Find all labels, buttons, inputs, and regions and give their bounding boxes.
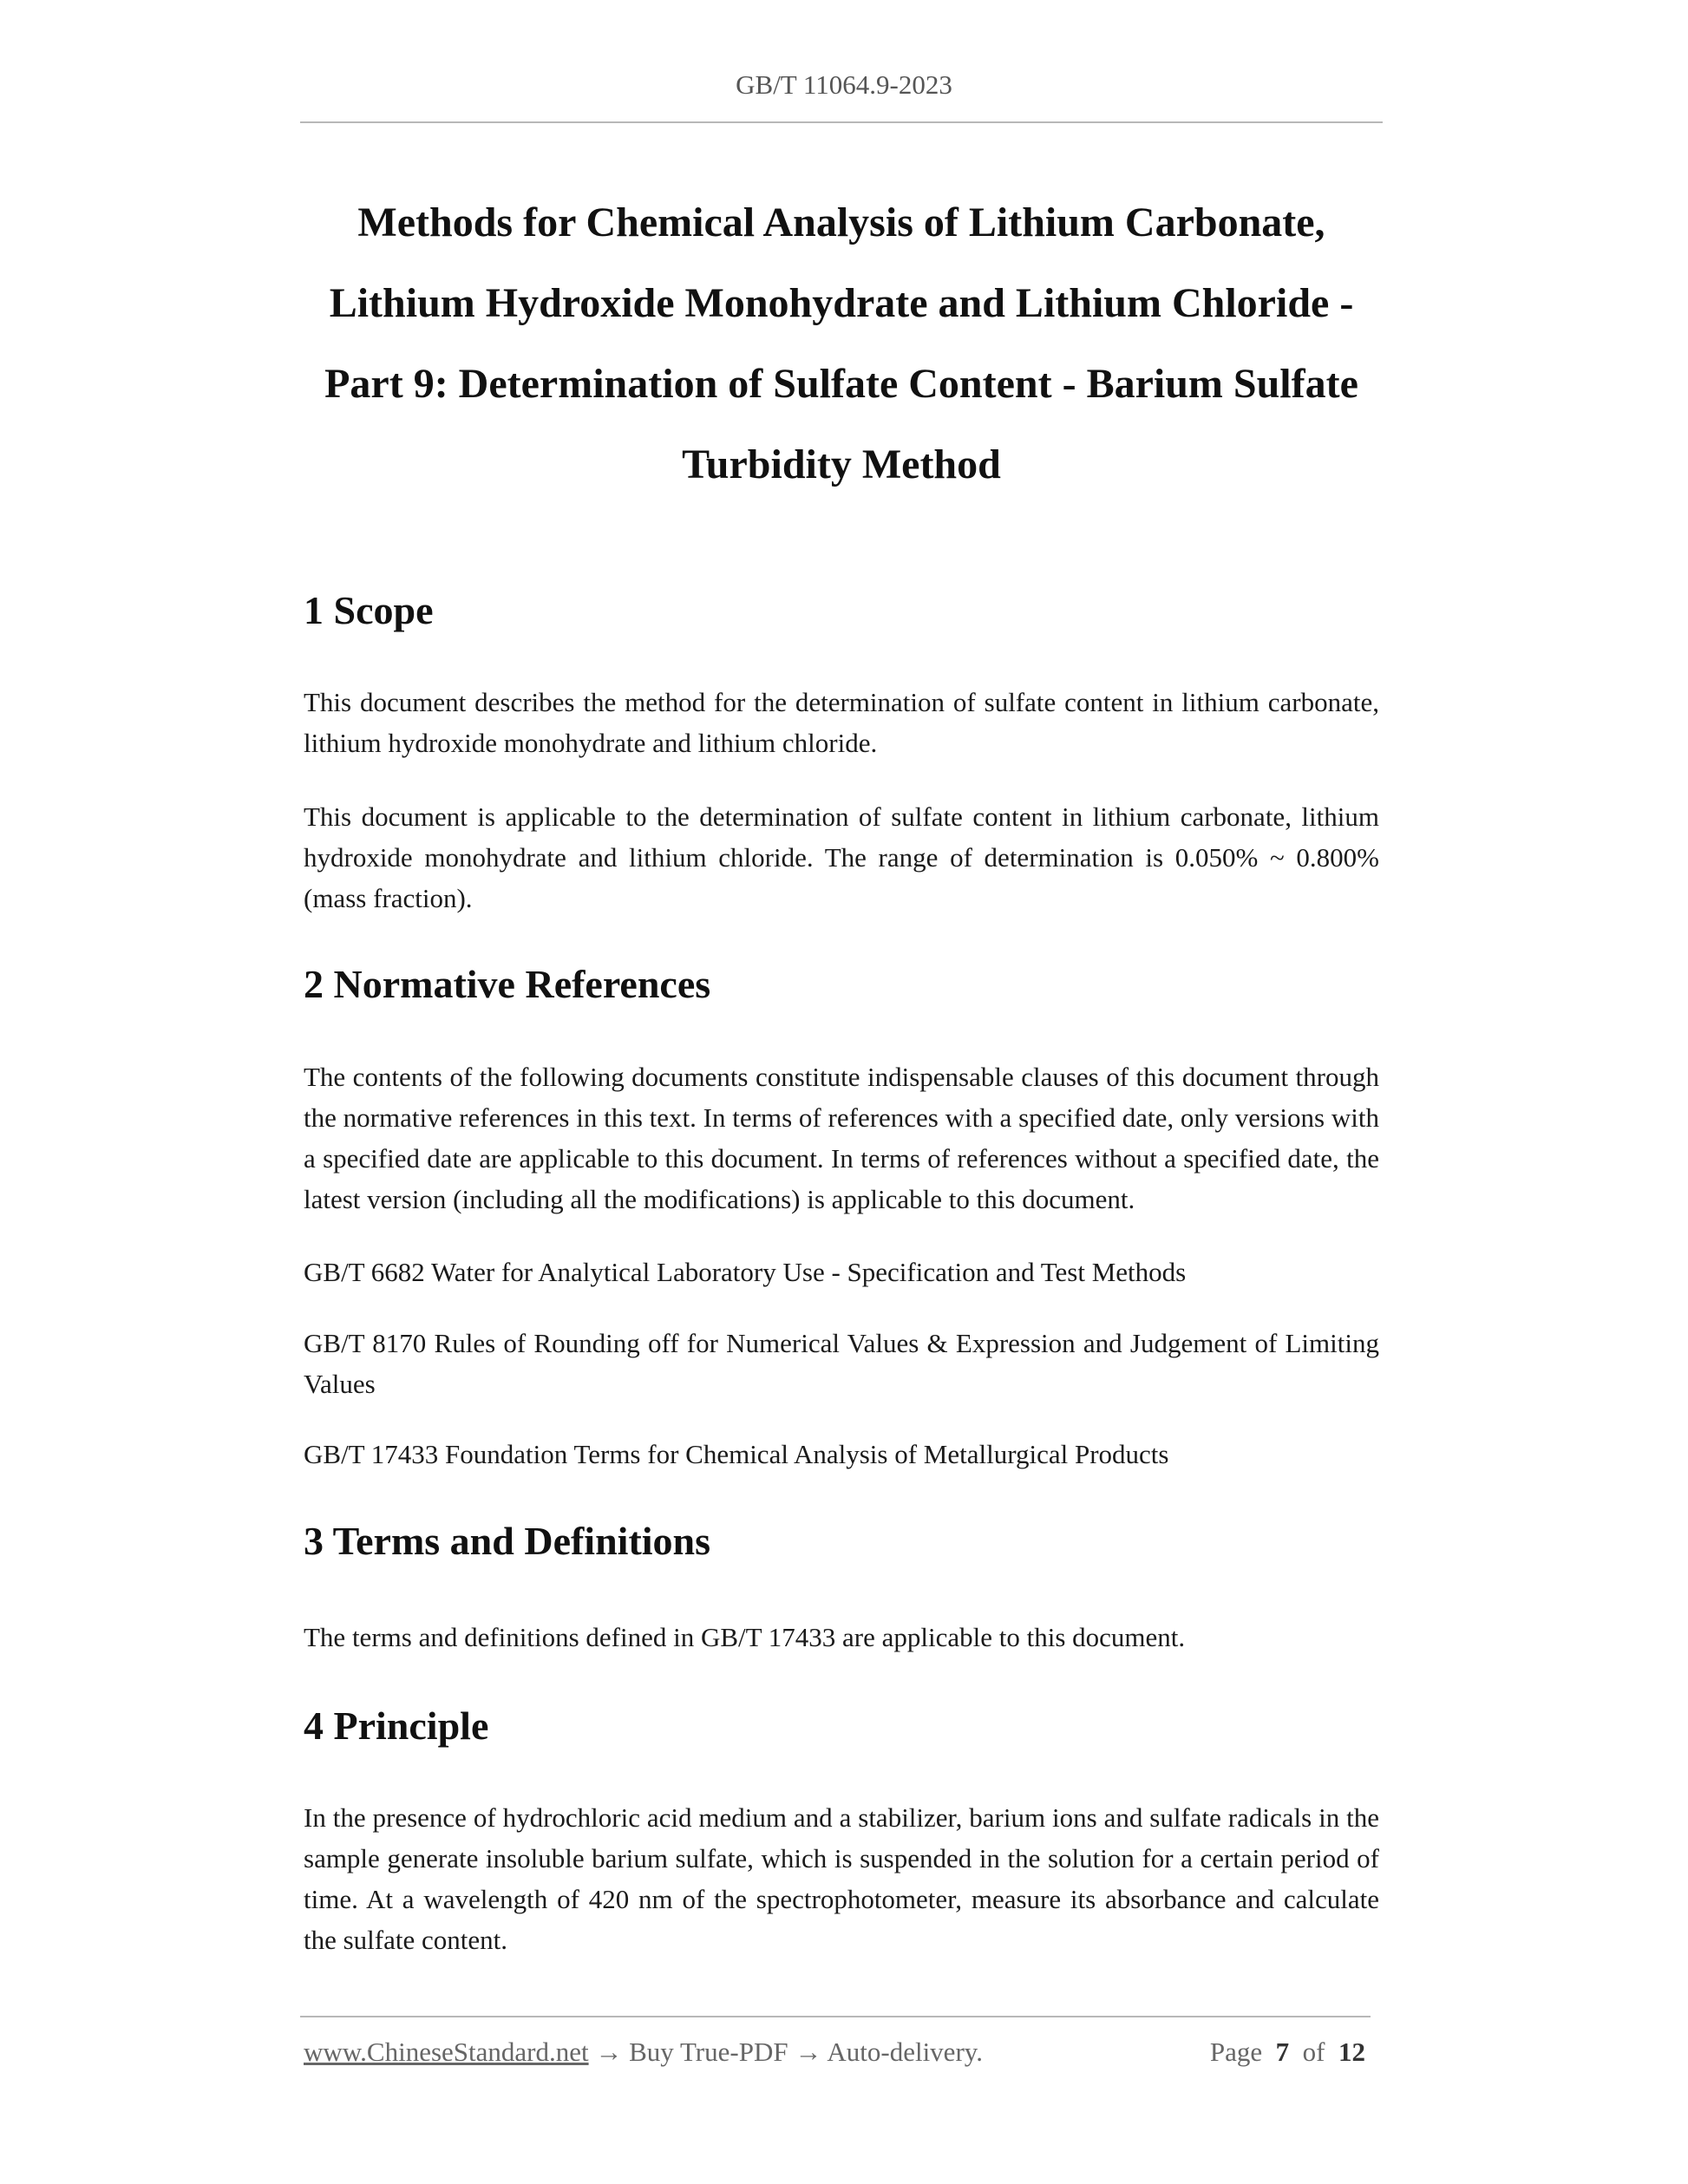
reference-gbt-8170: GB/T 8170 Rules of Rounding off for Numerical Values & Expression and Judgement of Limiting Values — [304, 1328, 1379, 1399]
footer-promo — [304, 2037, 983, 2068]
total-pages-number: 12 — [1338, 2037, 1365, 2067]
terms-paragraph: The terms and definitions defined in GB/T 17433 are applicable to this document. — [304, 1622, 1186, 1652]
section-heading-terms: 3 Terms and Definitions — [304, 1519, 711, 1563]
current-page-number: 7 — [1275, 2037, 1290, 2067]
footer-divider — [300, 2016, 1371, 2017]
document-title — [300, 182, 1383, 505]
page-indicator — [1210, 2037, 1365, 2068]
site-link[interactable]: www.ChineseStandard.net — [304, 2037, 589, 2067]
scope-paragraph-1: This document describes the method for the determination of sulfate content in lithium carbonate, lithium hydroxide monohydrate and lithium chloride. — [304, 687, 1379, 758]
title-line: Lithium Hydroxide Monohydrate and Lithium Chloride - — [329, 280, 1354, 326]
running-header: GB/T 11064.9-2023 — [736, 69, 952, 100]
principle-paragraph: In the presence of hydrochloric acid medium and a stabilizer, barium ions and sulfate radicals in the sample generate insoluble barium sulfate, which is suspended in the solution for a certain period of time. At a wavelength of 420 nm of the spectrophotometer, measure its absorbance and calculate the sulfate content. — [304, 1802, 1379, 1955]
footer-promo-text: → Buy True-PDF → Auto-delivery. — [588, 2037, 983, 2067]
title-line: Turbidity Method — [682, 441, 1001, 487]
normative-references-intro: The contents of the following documents constitute indispensable clauses of this document through the normative references in this text. In terms of references with a specified date, only versions with a specified date are applicable to this document. In terms of references without a specified date, the latest version (including all the modifications) is applicable to this document. — [304, 1062, 1379, 1214]
reference-gbt-17433: GB/T 17433 Foundation Terms for Chemical Analysis of Metallurgical Products — [304, 1439, 1169, 1469]
title-line: Methods for Chemical Analysis of Lithium Carbonate, — [357, 199, 1325, 245]
section-heading-normative-references: 2 Normative References — [304, 962, 711, 1006]
reference-gbt-6682: GB/T 6682 Water for Analytical Laboratory Use - Specification and Test Methods — [304, 1257, 1187, 1287]
section-heading-principle: 4 Principle — [304, 1703, 489, 1748]
section-heading-scope: 1 Scope — [304, 588, 434, 632]
page-word: Page — [1209, 2037, 1263, 2067]
scope-paragraph-2: This document is applicable to the determination of sulfate content in lithium carbonate, lithium hydroxide monohydrate and lithium chloride. The range of determination is 0.050% ~ 0.800% (mass fraction). — [304, 801, 1379, 913]
of-word: of — [1302, 2037, 1325, 2067]
header-divider — [300, 121, 1383, 123]
title-line: Part 9: Determination of Sulfate Content - Barium Sulfate — [324, 361, 1358, 407]
